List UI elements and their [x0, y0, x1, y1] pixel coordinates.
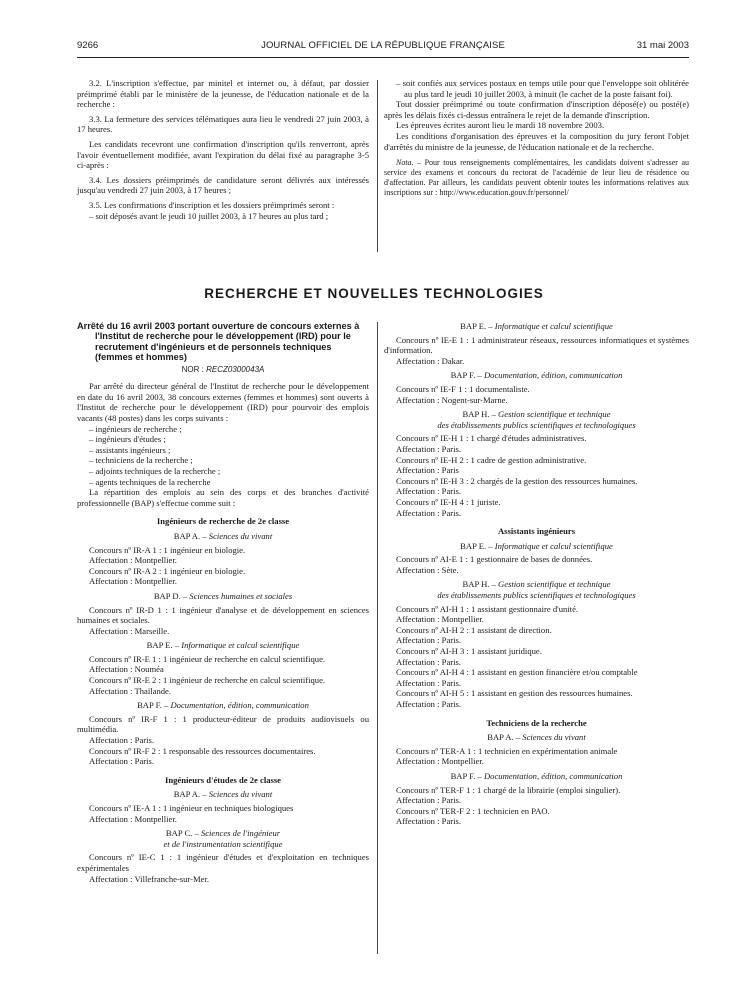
- bap-heading: BAP F. – Documentation, édition, communication: [450, 770, 623, 781]
- category-heading: Assistants ingénieurs: [497, 526, 576, 537]
- bap-heading: BAP E. – Informatique et calcul scientifique: [146, 640, 300, 651]
- affectation: Affectation : Montpellier.: [396, 614, 484, 625]
- affectation: Affectation : Paris.: [396, 486, 461, 497]
- list-item-postaux: – soit confiés aux services postaux en temps utile pour que l'enveloppe soit oblitérée au plus tard le jeudi 10 juillet 2003, à minuit (le cachet de la poste faisant foi).: [396, 78, 689, 99]
- column-divider-top: [377, 80, 378, 252]
- concours-entry: Concours nº TER-F 1 : 1 chargé de la librairie (emploi singulier).: [396, 784, 621, 795]
- header-rule: [77, 57, 689, 58]
- concours-entry: Concours nº IR-F 1 : 1 producteur-éditeur de produits audiovisuels ou multimédia.: [77, 713, 369, 735]
- affectation: Affectation : Montpellier.: [396, 756, 484, 767]
- bap-heading: BAP E. – Informatique et calcul scientifique: [460, 540, 613, 551]
- bap-heading-line2: des établissements publics scientifiques et technologiques: [437, 419, 636, 430]
- top-right-column: [384, 78, 689, 197]
- nota-paragraph: [384, 158, 689, 197]
- paragraph-epreuves: Les épreuves écrites auront lieu le mardi 18 novembre 2003.: [396, 120, 605, 131]
- affectation: Affectation : Paris.: [396, 677, 461, 688]
- top-left-column: [77, 78, 369, 221]
- nor-reference: NOR : RECZ0300043A: [181, 364, 265, 374]
- right-column: [384, 321, 689, 827]
- bap-heading-line2: et de l'instrumentation scientifique: [163, 838, 283, 849]
- affectation: Affectation : Montpellier.: [89, 576, 177, 587]
- affectation: Affectation : Paris.: [396, 635, 461, 646]
- nota-text: – Pour tous renseignements complémentaires, les candidats doivent s'adresser au service des examens et concours du rectorat de l'académie de leur lieu de résidence ou d'affectation. Par ailleurs, les candidats peuvent obtenir toutes les informations relatives aux inscriptions sur : http://www.education.gouv.fr/personnel/: [384, 158, 689, 197]
- bap-heading: BAP F. – Documentation, édition, communication: [450, 370, 623, 381]
- corps-item: – agents techniques de la recherche: [89, 476, 211, 487]
- concours-entry: Concours nº TER-A 1 : 1 technicien en expérimentation animale: [396, 745, 618, 756]
- left-column: [77, 321, 369, 884]
- paragraph-3-4: 3.4. Les dossiers préimprimés de candidature seront délivrés aux intéressés jusqu'au vendredi 27 juin 2003, à 17 heures ;: [77, 174, 369, 196]
- concours-entry: Concours nº AI-H 4 : 1 assistant en gestion financière et/ou comptable: [396, 667, 638, 678]
- concours-entry: Concours nº IE-F 1 : 1 documentaliste.: [396, 383, 530, 394]
- corps-item: – ingénieurs de recherche ;: [89, 423, 182, 434]
- affectation: Affectation : Montpellier.: [89, 555, 177, 566]
- concours-entry: Concours nº AI-H 5 : 1 assistant en gestion des ressources humaines.: [396, 688, 633, 699]
- column-divider: [377, 322, 378, 954]
- concours-entry: Concours nº IR-E 1 : 1 ingénieur de recherche en calcul scientifique.: [89, 653, 326, 664]
- bap-heading: BAP D. – Sciences humaines et sociales: [153, 590, 293, 601]
- paragraph-conditions: Les conditions d'organisation des épreuves et la composition du jury feront l'objet d'arrêtés du ministre de la jeunesse, de l'éducation nationale et de la recherche.: [384, 130, 689, 152]
- concours-entry: Concours nº IE-A 1 : 1 ingénieur en techniques biologiques: [89, 803, 294, 813]
- corps-item: – assistants ingénieurs ;: [89, 444, 171, 455]
- affectation: Affectation : Marseille.: [89, 625, 170, 636]
- affectation: Affectation : Montpellier.: [89, 813, 177, 824]
- affectation: Affectation : Paris.: [89, 756, 154, 767]
- corps-item: – adjoints techniques de la recherche ;: [89, 465, 221, 476]
- paragraph-3-5: 3.5. Les confirmations d'inscription et les dossiers préimprimés seront :: [89, 199, 335, 210]
- concours-entry: Concours nº IR-D 1 : 1 ingénieur d'analyse et de développement en sciences humaines et sociales.: [77, 604, 369, 626]
- bap-heading: BAP A. – Sciences du vivant: [487, 732, 586, 743]
- arrete-title: Arrêté du 16 avril 2003 portant ouverture de concours externes à l'Institut de recherche pour le développement (IRD) pour le recrutement d'ingénieurs et de personnels techniques (femmes et hommes): [77, 321, 360, 363]
- concours-entry: Concours nº AI-H 3 : 1 assistant juridique.: [396, 646, 542, 657]
- nota-label: Nota.: [396, 158, 414, 168]
- concours-entry: Concours nº TER-F 2 : 1 technicien en PAO.: [396, 805, 550, 816]
- issue-date: 31 mai 2003: [636, 40, 689, 51]
- concours-entry: Concours nº IR-E 2 : 1 ingénieur de recherche en calcul scientifique.: [89, 675, 326, 686]
- bap-heading: BAP E. – Informatique et calcul scientifique: [460, 321, 613, 331]
- affectation: Affectation : Paris.: [89, 735, 154, 746]
- category-heading: Ingénieurs d'études de 2e classe: [164, 774, 281, 785]
- concours-entry: Concours nº IE-H 3 : 2 chargés de la gestion des ressources humaines.: [396, 475, 638, 486]
- bap-heading: BAP A. – Sciences du vivant: [173, 789, 273, 800]
- bap-heading: BAP C. – Sciences de l'ingénieur: [165, 828, 281, 839]
- affectation: Affectation : Villefranche-sur-Mer.: [89, 873, 209, 884]
- concours-entry: Concours nº IR-A 2 : 1 ingénieur en biologie.: [89, 565, 246, 576]
- affectation: Affectation : Nogent-sur-Marne.: [396, 394, 508, 405]
- bap-heading: BAP H. – Gestion scientifique et technique: [462, 579, 611, 590]
- bap-heading: BAP F. – Documentation, édition, communication: [137, 700, 309, 711]
- section-title: RECHERCHE ET NOUVELLES TECHNOLOGIES: [204, 286, 544, 301]
- concours-entry: Concours nº IR-A 1 : 1 ingénieur en biologie.: [89, 544, 246, 555]
- paragraph-3-2: 3.2. L'inscription s'effectue, par minitel et internet ou, à défaut, par dossier préimprimé établi par le ministère de la jeunesse, de l'éducation nationale et de la recherche :: [77, 78, 369, 110]
- affectation: Affectation : Paris: [396, 465, 459, 476]
- concours-entry: Concours nº IE-C 1 : 1 ingénieur d'études et d'exploitation en techniques expérimentales: [77, 852, 369, 873]
- affectation: Affectation : Paris.: [396, 443, 461, 454]
- corps-item: – ingénieurs d'études ;: [89, 434, 166, 445]
- journal-title: JOURNAL OFFICIEL DE LA RÉPUBLIQUE FRANÇAISE: [261, 40, 505, 51]
- list-item-deposes: – soit déposés avant le jeudi 10 juillet 2003, à 17 heures au plus tard ;: [89, 210, 329, 221]
- concours-entry: Concours nº IE-H 2 : 1 cadre de gestion administrative.: [396, 454, 587, 465]
- affectation: Affectation : Paris.: [396, 656, 461, 667]
- affectation: Affectation : Thaïlande.: [89, 685, 172, 696]
- concours-entry: Concours nº IE-H 1 : 1 chargé d'études administratives.: [396, 433, 587, 444]
- concours-entry: Concours nº AI-E 1 : 1 gestionnaire de bases de données.: [396, 554, 593, 565]
- concours-entry: Concours nº IR-F 2 : 1 responsable des ressources documentaires.: [89, 745, 316, 756]
- page-number: 9266: [77, 40, 99, 51]
- repartition-text: La répartition des emplois au sein des corps et des branches d'activité professionnelle (BAP) s'effectue comme suit :: [77, 487, 369, 508]
- paragraph-rejet: Tout dossier préimprimé ou toute confirmation d'inscription déposé(e) ou posté(e) après les délais fixés ci-dessus entraînera le rejet de la demande d'inscription.: [384, 99, 689, 120]
- category-heading: Techniciens de la recherche: [486, 717, 587, 728]
- arrete-intro: Par arrêté du directeur général de l'Institut de recherche pour le développement en date du 16 avril 2003, 38 concours externes (femmes et hommes) sont ouverts à l'Institut de recherche pour le développement (IRD) pour pourvoir des emplois vacants (48 postes) dans les corps suivants :: [77, 381, 369, 423]
- affectation: Affectation : Paris.: [396, 699, 461, 709]
- concours-entry: Concours nº IE-E 1 : 1 administrateur réseaux, ressources informatiques et systèmes d'information.: [384, 334, 689, 356]
- concours-entry: Concours nº IE-H 4 : 1 juriste.: [396, 496, 501, 507]
- paragraph-confirmation: Les candidats recevront une confirmation d'inscription qu'ils renverront, après l'avoir éventuellement modifiée, avant l'expiration du délai fixé au paragraphe 3-5 ci-après :: [77, 138, 369, 171]
- bap-heading: BAP H. – Gestion scientifique et technique: [462, 409, 611, 420]
- paragraph-3-3: 3.3. La fermeture des services télématiques aura lieu le vendredi 27 juin 2003, à 17 heures.: [77, 113, 369, 135]
- bap-heading: BAP A. – Sciences du vivant: [173, 530, 273, 541]
- bap-heading-line2: des établissements publics scientifiques et technologiques: [437, 590, 636, 601]
- concours-entry: Concours nº AI-H 2 : 1 assistant de direction.: [396, 624, 552, 635]
- affectation: Affectation : Paris.: [396, 507, 461, 518]
- category-heading: Ingénieurs de recherche de 2e classe: [156, 516, 290, 527]
- concours-entry: Concours nº AI-H 1 : 1 assistant gestionnaire d'unité.: [396, 603, 579, 614]
- nor-value: RECZ0300043A: [206, 364, 265, 374]
- affectation: Affectation : Paris.: [396, 816, 461, 827]
- affectation: Affectation : Nouméa: [89, 664, 164, 675]
- affectation: Affectation : Paris.: [396, 795, 461, 806]
- corps-item: – techniciens de la recherche ;: [89, 455, 193, 466]
- affectation: Affectation : Sète.: [396, 564, 459, 575]
- affectation: Affectation : Dakar.: [396, 355, 465, 366]
